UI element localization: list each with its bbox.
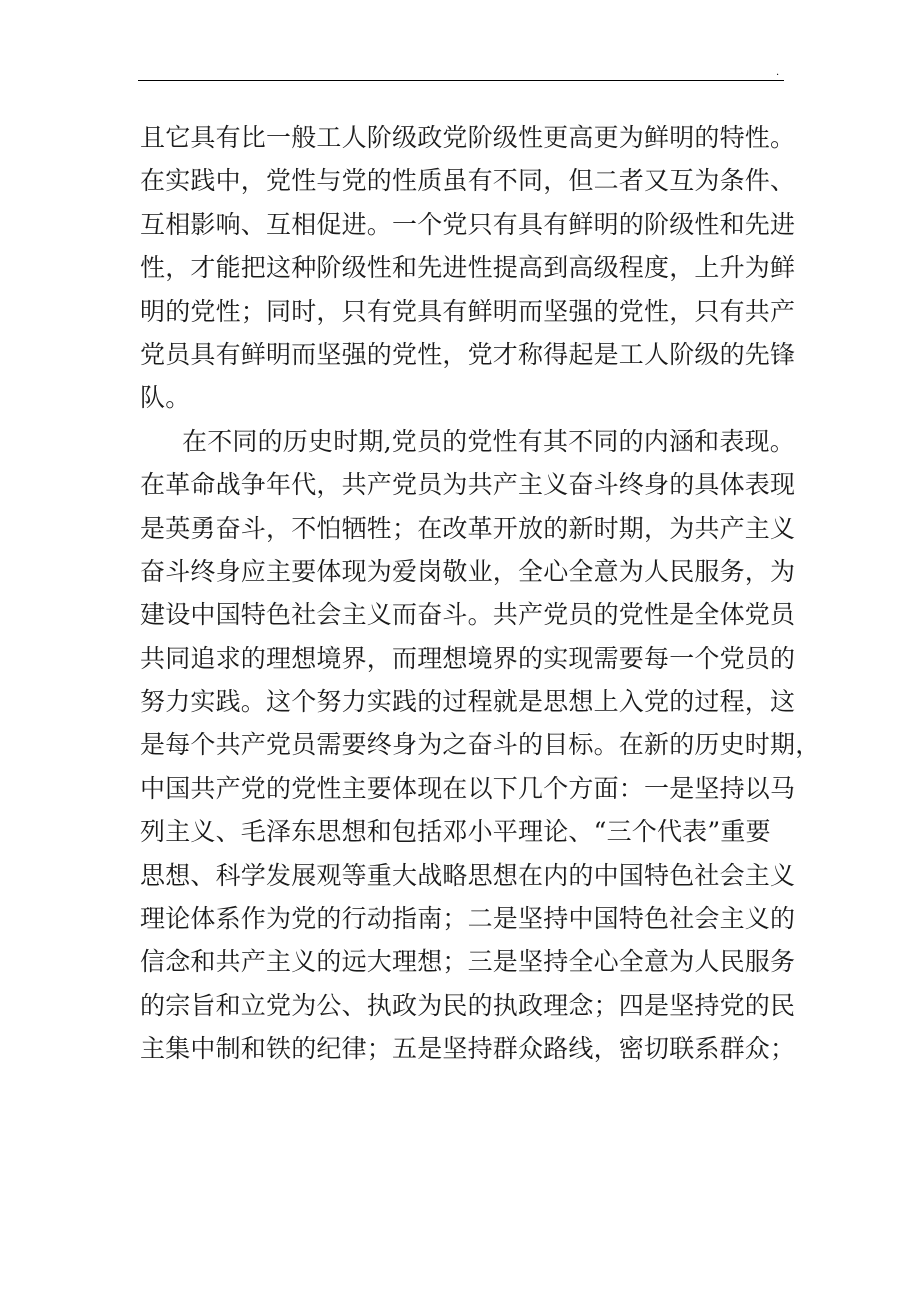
text-line: 性，才能把这种阶级性和先进性提高到高级程度，上升为鲜 bbox=[140, 253, 796, 283]
text-line: 努力实践。这个努力实践的过程就是思想上入党的过程，这 bbox=[140, 687, 796, 717]
text-line: 明的党性；同时，只有党具有鲜明而坚强的党性，只有共产 bbox=[140, 296, 796, 326]
text-line: 是英勇奋斗，不怕牺牲；在改革开放的新时期，为共产主义 bbox=[140, 513, 796, 543]
text-line: 奋斗终身应主要体现为爱岗敬业，全心全意为人民服务，为 bbox=[140, 556, 796, 586]
header-rule bbox=[138, 80, 784, 81]
text-line: 且它具有比一般工人阶级政党阶级性更高更为鲜明的特性。 bbox=[140, 123, 796, 152]
text-line: 主集中制和铁的纪律；五是坚持群众路线，密切联系群众； bbox=[140, 1034, 796, 1064]
text-line: 列主义、毛泽东思想和包括邓小平理论、“三个代表”重要 bbox=[140, 817, 771, 847]
text-line: 是每个共产党员需要终身为之奋斗的目标。在新的历史时期， bbox=[140, 730, 821, 760]
text-line: 建设中国特色社会主义而奋斗。共产党员的党性是全体党员 bbox=[140, 600, 796, 630]
text-line: 理论体系作为党的行动指南；二是坚持中国特色社会主义的 bbox=[140, 904, 796, 934]
text-line: 互相影响、互相促进。一个党只有具有鲜明的阶级性和先进 bbox=[140, 209, 796, 239]
text-line: 在实践中，党性与党的性质虽有不同，但二者又互为条件、 bbox=[140, 166, 796, 196]
text-line: 共同追求的理想境界，而理想境界的实现需要每一个党员的 bbox=[140, 643, 796, 673]
document-body bbox=[140, 116, 821, 1071]
text-line: 的宗旨和立党为公、执政为民的执政理念；四是坚持党的民 bbox=[140, 990, 796, 1020]
text-line: 思想、科学发展观等重大战略思想在内的中国特色社会主义 bbox=[140, 860, 796, 890]
text-line: 中国共产党的党性主要体现在以下几个方面：一是坚持以马 bbox=[140, 773, 796, 803]
text-line: 队。 bbox=[140, 383, 191, 413]
paragraph-start-line: 在不同的历史时期,党员的党性有其不同的内涵和表现。 bbox=[182, 426, 795, 456]
header-mark: . bbox=[776, 67, 780, 78]
text-line: 信念和共产主义的远大理想；三是坚持全心全意为人民服务 bbox=[140, 947, 796, 977]
text-line: 在革命战争年代，共产党员为共产主义奋斗终身的具体表现 bbox=[140, 470, 796, 500]
text-line: 党员具有鲜明而坚强的党性，党才称得起是工人阶级的先锋 bbox=[140, 339, 796, 369]
